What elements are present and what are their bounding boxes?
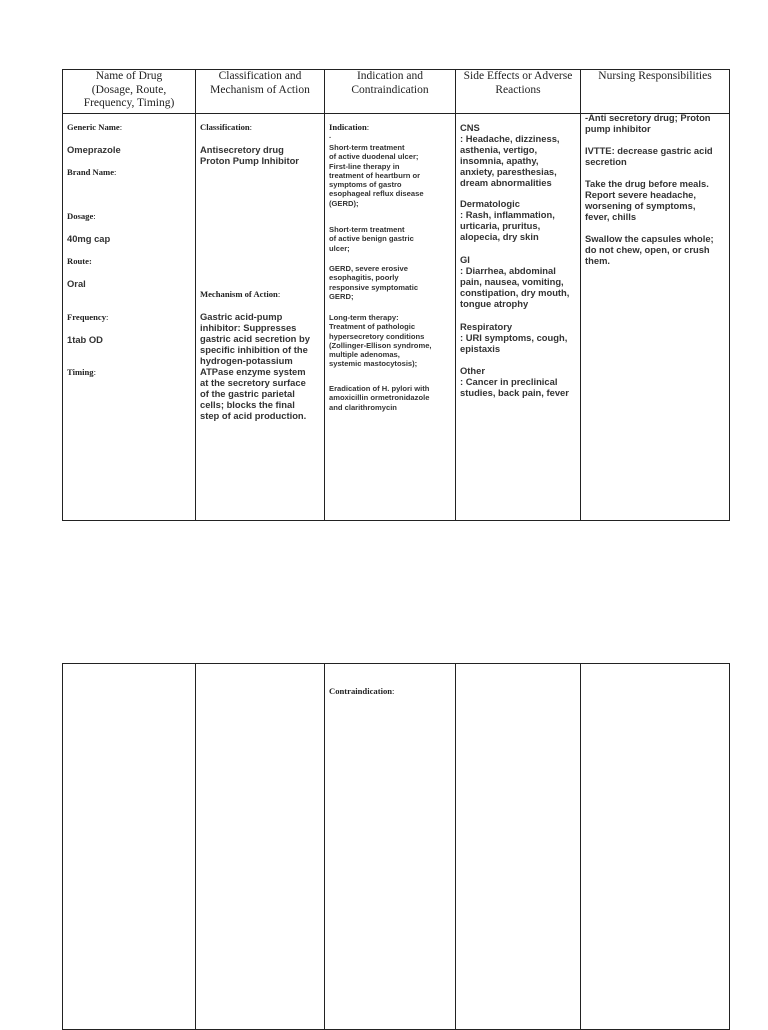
mechanism-value: Gastric acid-pump inhibitor: Suppresses gastric acid secretion by specific inhibition of the hydrogen-potassium ATPase enzyme system at the secretory surface of the gastric parietal cells; blocks the final step of acid production. <box>200 311 310 421</box>
brand-name-label: Brand Name: <box>67 167 117 177</box>
nursing-item: Take the drug before meals. Report severe headache, worsening of symptoms, fever, chills <box>585 178 709 222</box>
indication-item: GERD, severe erosive esophagitis, poorly responsive symptomatic GERD; <box>329 264 419 301</box>
side-effect-group: CNS : Headache, dizziness, asthenia, vertigo, insomnia, apathy, anxiety, paresthesias, dream abnormalities <box>460 122 560 188</box>
side-effect-group: Dermatologic : Rash, inflammation, urticaria, pruritus, alopecia, dry skin <box>460 198 555 242</box>
contraindication-label: Contraindication: <box>329 686 395 696</box>
drug-name-cell <box>63 114 196 521</box>
mechanism-label: Mechanism of Action: <box>200 289 281 299</box>
header-drug-name: Name of Drug (Dosage, Route, Frequency, Timing) <box>63 70 196 114</box>
indication-item: Short-term treatment of active duodenal ulcer; First-line therapy in treatment of heartburn or symptoms of gastro esophageal reflux disease (GERD); <box>329 143 424 208</box>
nursing-item: IVTTE: decrease gastric acid secretion <box>585 145 713 167</box>
side-effects-cell <box>456 114 581 521</box>
indication-item: Eradication of H. pylori with amoxicillin ormetronidazole and clarithromycin <box>329 384 430 412</box>
classification-cell <box>196 114 325 521</box>
side-effects-cell <box>456 664 581 1030</box>
classification-value: Antisecretory drug Proton Pump Inhibitor <box>200 144 299 166</box>
nursing-cell <box>581 114 730 521</box>
generic-name-value: Omeprazole <box>67 144 121 155</box>
header-row <box>63 70 730 114</box>
side-effect-group: Other : Cancer in preclinical studies, back pain, fever <box>460 365 569 398</box>
indication-cell <box>325 664 456 1030</box>
nursing-item: -Anti secretory drug; Proton pump inhibitor <box>585 112 711 134</box>
dosage-value: 40mg cap <box>67 233 111 244</box>
frequency-value: 1tab OD <box>67 334 103 345</box>
nursing-cell <box>581 664 730 1030</box>
generic-name-label: Generic Name: <box>67 122 123 132</box>
drug-study-table-continued <box>62 663 730 1030</box>
indication-item: Short-term treatment of active benign gastric ulcer; <box>329 225 414 253</box>
indication-dot: . <box>329 131 332 140</box>
indication-item: Long-term therapy: Treatment of pathologic hypersecretory conditions (Zollinger-Ellison syndrome, multiple adenomas, systemic mastocytosis); <box>329 313 432 369</box>
side-effect-group: GI : Diarrhea, abdominal pain, nausea, vomiting, constipation, dry mouth, tongue atrophy <box>460 254 570 309</box>
frequency-label: Frequency: <box>67 312 109 322</box>
header-nursing: Nursing Responsibilities <box>581 70 730 114</box>
header-side-effects: Side Effects or Adverse Reactions <box>456 70 581 114</box>
nursing-item: Swallow the capsules whole; do not chew, open, or crush them. <box>585 233 714 266</box>
classification-cell <box>196 664 325 1030</box>
side-effect-group: Respiratory : URI symptoms, cough, epistaxis <box>460 321 568 354</box>
drug-study-table <box>62 69 730 521</box>
route-value: Oral <box>67 278 86 289</box>
indication-cell <box>325 114 456 521</box>
dosage-label: Dosage: <box>67 211 96 221</box>
header-classification: Classification and Mechanism of Action <box>196 70 325 114</box>
indication-label: Indication: <box>329 122 370 132</box>
timing-label: Timing: <box>67 367 96 377</box>
header-indication: Indication and Contraindication <box>325 70 456 114</box>
drug-name-cell <box>63 664 196 1030</box>
content-row-continued <box>63 664 730 1030</box>
classification-label: Classification: <box>200 122 253 132</box>
content-row <box>63 114 730 521</box>
route-label: Route: <box>67 256 92 266</box>
